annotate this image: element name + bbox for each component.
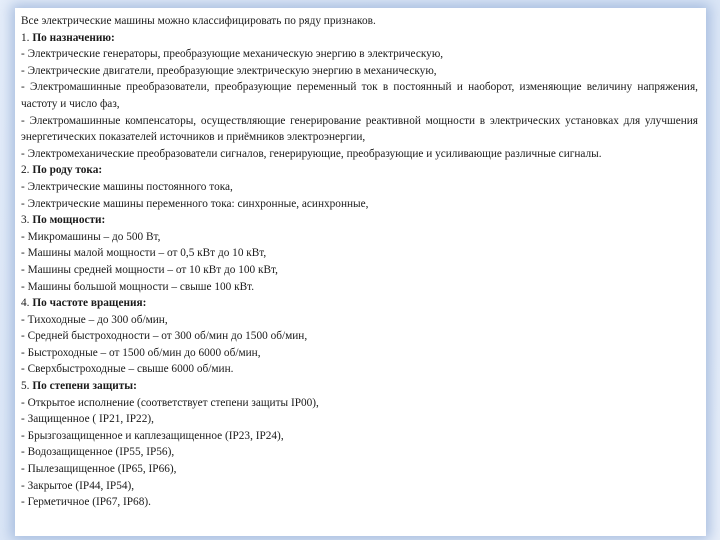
section-title: По назначению: bbox=[32, 31, 115, 44]
document-page bbox=[15, 8, 706, 536]
list-item: - Электрические машины переменного тока: синхронные, асинхронные, bbox=[21, 197, 369, 210]
section-heading-current-type bbox=[21, 162, 698, 179]
list-item: - Сверхбыстроходные – свыше 6000 об/мин. bbox=[21, 363, 234, 376]
list-item: - Машины средней мощности – от 10 кВт до 100 кВт, bbox=[21, 263, 278, 276]
list-item: - Электрические машины постоянного тока, bbox=[21, 180, 233, 193]
list-item: - Микромашины – до 500 Вт, bbox=[21, 230, 161, 243]
list-item: - Открытое исполнение (соответствует степени защиты IP00), bbox=[21, 396, 319, 409]
section-number: 4. bbox=[21, 297, 30, 310]
list-item: - Электрические генераторы, преобразующие механическую энергию в электрическую, bbox=[21, 48, 444, 61]
list-item: - Герметичное (IP67, IP68). bbox=[21, 496, 151, 509]
list-item: - Электромашинные преобразователи, преобразующие переменный ток в постоянный и наоборот, изменяющие величину напряжения, частоту и число фаз, bbox=[21, 81, 698, 110]
section-number: 1. bbox=[21, 31, 30, 44]
list-item: - Закрытое (IP44, IP54), bbox=[21, 479, 135, 492]
list-item: - Брызгозащищенное и каплезащищенное (IP23, IP24), bbox=[21, 429, 284, 442]
section-number: 2. bbox=[21, 164, 30, 177]
list-item: - Машины малой мощности – от 0,5 кВт до 10 кВт, bbox=[21, 247, 267, 260]
section-number: 5. bbox=[21, 380, 30, 393]
list-item: - Электромашинные компенсаторы, осуществляющие генерирование реактивной мощности в электрических установках для улучшения энергетических показателей источников и приёмников электроэнергии, bbox=[21, 114, 698, 144]
section-heading-rotation-speed bbox=[21, 295, 698, 312]
list-item: - Быстроходные – от 1500 об/мин до 6000 об/мин, bbox=[21, 346, 261, 359]
section-title: По степени защиты: bbox=[32, 380, 137, 393]
intro-text: Все электрические машины можно классифицировать по ряду признаков. bbox=[21, 15, 376, 27]
list-item: - Водозащищенное (IP55, IP56), bbox=[21, 446, 175, 459]
list-item: - Электрические двигатели, преобразующие электрическую энергию в механическую, bbox=[21, 64, 437, 77]
list-item: - Пылезащищенное (IP65, IP66), bbox=[21, 463, 177, 476]
section-title: По частоте вращения: bbox=[32, 297, 147, 310]
list-item: - Защищенное ( IP21, IP22), bbox=[21, 413, 154, 426]
section-number: 3. bbox=[21, 214, 30, 227]
document-text bbox=[15, 8, 706, 511]
section-heading-protection bbox=[21, 378, 698, 395]
section-heading-purpose bbox=[21, 30, 698, 47]
list-item: - Электромеханические преобразователи сигналов, генерирующие, преобразующие и усиливающие различные сигналы. bbox=[21, 147, 602, 160]
list-item: - Тихоходные – до 300 об/мин, bbox=[21, 313, 168, 326]
section-title: По мощности: bbox=[32, 214, 106, 227]
list-item: - Машины большой мощности – свыше 100 кВт. bbox=[21, 280, 255, 293]
list-item: - Средней быстроходности – от 300 об/мин до 1500 об/мин, bbox=[21, 330, 308, 343]
section-heading-power bbox=[21, 212, 698, 229]
section-title: По роду тока: bbox=[32, 164, 103, 177]
